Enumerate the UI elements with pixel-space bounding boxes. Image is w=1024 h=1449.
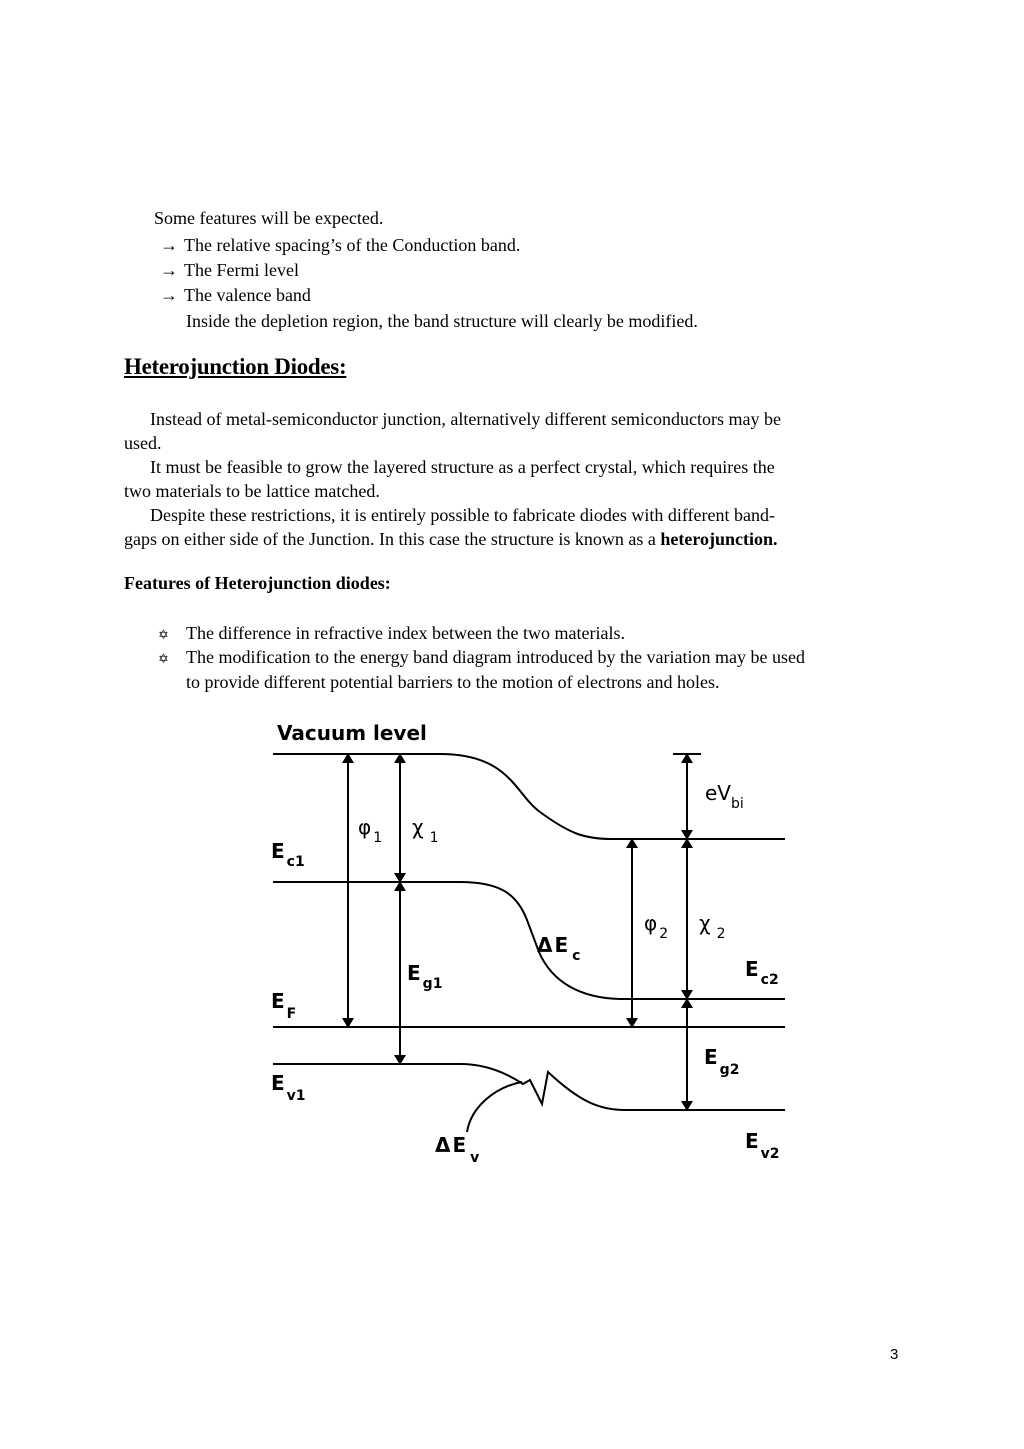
paragraph-line <box>124 527 876 551</box>
paragraph <box>124 407 876 551</box>
chi2-label: χ $_2$ <box>699 911 726 942</box>
paragraph-line: two materials to be lattice matched. <box>124 481 380 501</box>
ec1-label: E $_{c1}$ <box>271 839 305 870</box>
list-item <box>158 621 625 648</box>
paragraph-line: Despite these restrictions, it is entirely possible to fabricate diodes with different band- <box>150 505 775 525</box>
page-number: 3 <box>890 1346 899 1363</box>
list-item-text: The difference in refractive index between the two materials. <box>186 623 625 643</box>
arrow-right-icon: → <box>160 285 178 305</box>
heterojunction-band-diagram <box>255 712 805 1182</box>
delta-ec-label: Δ E $_c$ <box>537 933 581 964</box>
section-title: Heterojunction Diodes: <box>124 354 347 379</box>
eg1-label: E $_{g1}$ <box>407 961 443 992</box>
delta-ev-label: Δ $E_v$ <box>435 1133 480 1166</box>
phi1-label: φ $_1$ <box>358 815 383 846</box>
list-item-continuation: to provide different potential barriers to the motion of electrons and holes. <box>186 672 720 692</box>
list-item-text: The valence band <box>184 285 311 305</box>
features-title: Features of Heterojunction diodes: <box>124 573 391 593</box>
ef-label: $E_F$ <box>271 989 297 1022</box>
list-item <box>158 645 805 672</box>
paragraph-line: used. <box>124 433 162 453</box>
paragraph-text: gaps on either side of the Junction. In this case the structure is known as a <box>124 529 661 549</box>
list-item <box>160 233 520 258</box>
chi1-label: χ $_1$ <box>412 815 439 846</box>
list-item-text: The relative spacing’s of the Conduction band. <box>184 235 521 255</box>
valence-band-line <box>273 1064 785 1110</box>
bold-term: heterojunction. <box>660 529 778 549</box>
paragraph-line: It must be feasible to grow the layered structure as a perfect crystal, which requires the <box>150 457 775 477</box>
eg2-label: $E_{g2}$ <box>704 1045 740 1078</box>
ev1-label: $E_{v1}$ <box>271 1071 306 1104</box>
arrow-right-icon: → <box>160 235 178 255</box>
evbi-label: $eV_{bi}$ <box>705 781 744 812</box>
list-item <box>160 258 299 283</box>
ev2-label: $E_{v2}$ <box>745 1129 780 1162</box>
conduction-band-line <box>273 882 785 999</box>
intro-note: Inside the depletion region, the band structure will clearly be modified. <box>186 311 698 331</box>
intro-lead: Some features will be expected. <box>154 208 384 228</box>
list-item <box>160 283 311 308</box>
list-item-text: The modification to the energy band diagram introduced by the variation may be used <box>186 647 805 667</box>
arrow-right-icon: → <box>160 260 178 280</box>
star-bullet-icon: ✡ <box>158 628 169 643</box>
delta-ev-pointer <box>467 1082 522 1132</box>
ec2-label: E $_{c2}$ <box>745 957 779 988</box>
paragraph-line: Instead of metal-semiconductor junction, alternatively different semiconductors may be <box>150 409 781 429</box>
vacuum-level-label: Vacuum level <box>277 721 427 745</box>
star-bullet-icon: ✡ <box>158 652 169 667</box>
list-item-text: The Fermi level <box>184 260 299 280</box>
phi2-label: φ $_2$ <box>644 911 669 942</box>
